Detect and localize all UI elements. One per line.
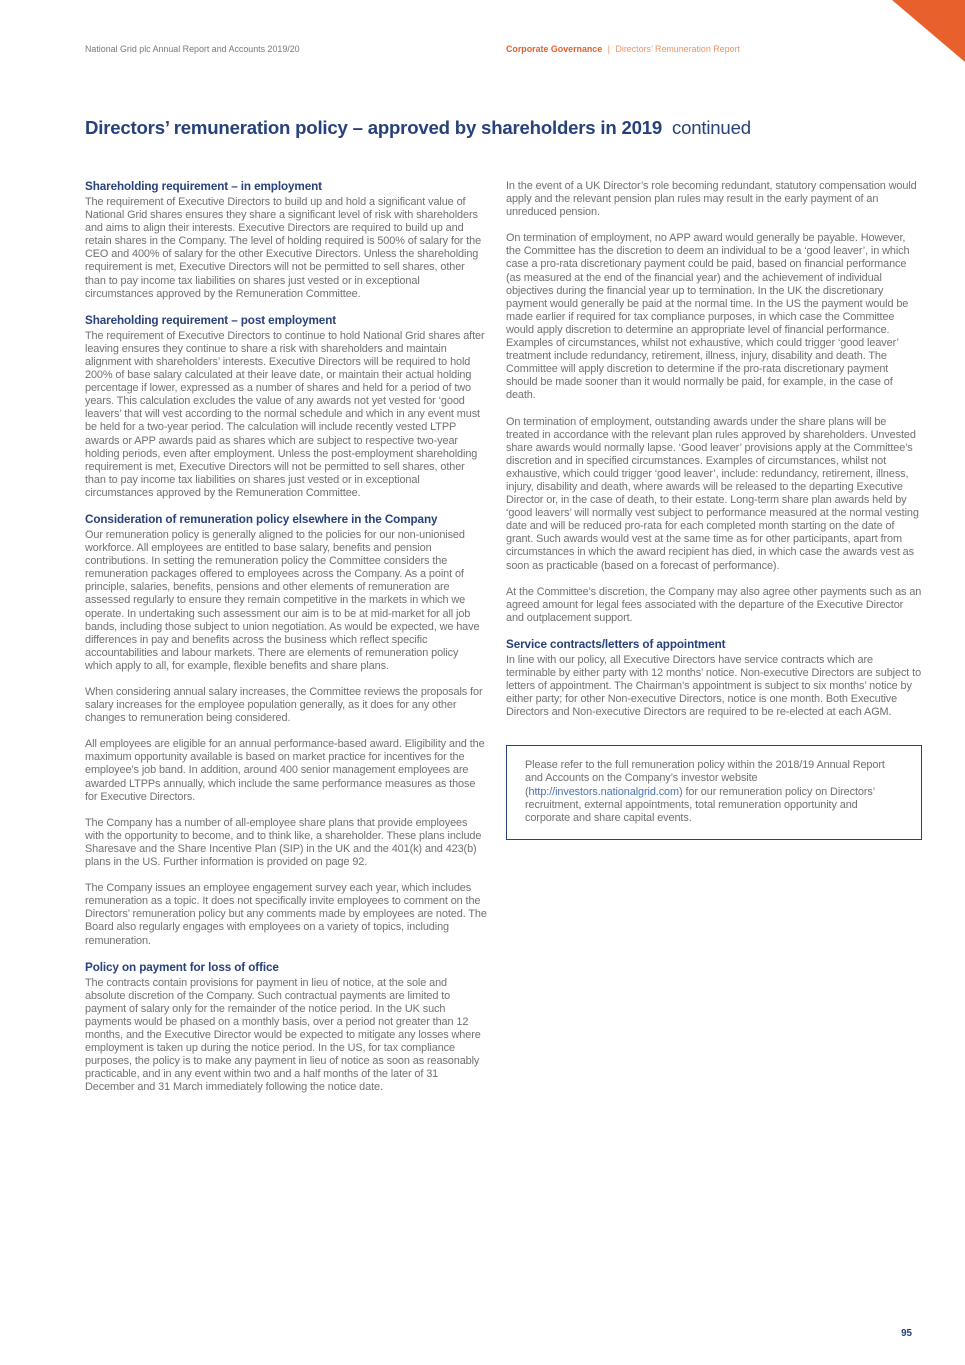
paragraph: In the event of a UK Director’s role becoming redundant, statutory compensation would apply and the relevant pension plan rules may result in the early payment of an unreduced pension.	[506, 180, 917, 219]
paragraph: The requirement of Executive Directors to continue to hold National Grid shares after leaving ensures they continue to share a risk with shareholders and maintain alignment with shareholders’ interests. Executive Directors will be required to hold 200% of base salary calculated at their leave date, or maintain their actual holding percentage if lower, expressed as a number of shares and held for a period of two years. This calculation excludes the value of any awards not yet vested for ‘good leavers’ that will vest according to the normal schedule and which in any event must be held for a two-year period. The calculation will include recently vested LTPP awards or APP awards paid as shares which are subject to respective two-year holding periods, even after employment. Unless the post-employment shareholding requirement is met, Executive Directors will not be permitted to sell shares, other than to pay income tax liabilities on shares just vested or in exceptional circumstances approved by the Remuneration Committee.	[85, 329, 485, 499]
paragraph: Our remuneration policy is generally aligned to the policies for our non-unionised workforce. All employees are entitled to base salary, benefits and pension contributions. In setting the remuneration policy the Committee considers the remuneration packages offered to employees across the Company. As a point of principle, salaries, benefits, pensions and other elements of remuneration are assessed regularly to ensure they remain competitive in the markets in which we operate. In undertaking such assessment our aim is to be at mid-market for all job bands, including those subject to union negotiation. As would be expected, we have differences in pay and benefits across the business which reflect specific accountabilities and labour markets. There are elements of remuneration policy which apply to all, for example, flexible benefits and share plans.	[85, 528, 480, 672]
paragraph: In line with our policy, all Executive Directors have service contracts which are terminable by either party with 12 months’ notice. Non-executive Directors are subject to letters of appointment. The Chairman’s appointment is subject to six months’ notice by either party; for other Non-executive Directors, notice is one month. Both Executive Directors and Non-executive Directors are required to be re-elected at each AGM.	[506, 653, 922, 719]
paragraph: All employees are eligible for an annual performance-based award. Eligibility and the maximum opportunity available is based on market practice for incentives for the employee’s job band. In addition, around 400 senior management employees are awarded LTPPs annually, which include the same performance measures as those for Executive Directors.	[85, 738, 485, 803]
page-title-main: Directors’ remuneration policy – approved by shareholders in 2019	[85, 117, 663, 138]
info-box-text	[525, 759, 903, 824]
paragraph: The requirement of Executive Directors to build up and hold a significant value of National Grid shares ensures they share a significant level of risk with shareholders and aims to align their interests. Executive Directors are required to build up and retain shares in the Company. The level of holding required is 500% of salary for the CEO and 400% of salary for the other Executive Directors. Unless the shareholding requirement is met, Executive Directors will not be permitted to sell shares, other than to pay income tax liabilities on shares just vested or in exceptional circumstances approved by the Remuneration Committee.	[85, 196, 482, 300]
breadcrumb-section: Corporate Governance	[506, 44, 603, 54]
paragraph: The Company has a number of all-employee share plans that provide employees with the opportunity to become, and to think like, a shareholder. These plans include Sharesave and the Share Incentive Plan (SIP) in the UK and the 401(k) and 423(b) plans in the US. Further information is provided on page 92.	[85, 816, 482, 869]
paragraph: The contracts contain provisions for payment in lieu of notice, at the sole and absolute discretion of the Company. Such contractual payments are limited to payment of salary only for the remainder of the notice period. In the UK such payments would be phased on a monthly basis, over a period not greater than 12 months, and the Executive Director would be expected to mitigate any losses where employment is taken up during the notice period. In the US, for tax compliance purposes, the policy is to make any payment in lieu of notice as soon as reasonably practicable, and in any event within two and a half months of the later of 31 December and 31 March immediately following the notice date.	[85, 976, 481, 1094]
breadcrumb-divider: |	[607, 44, 610, 54]
paragraph: When considering annual salary increases, the Committee reviews the proposals for salary increases for the employee population generally, as it does for any other changes to remuneration being considered.	[85, 686, 483, 725]
page-title-continued: continued	[672, 117, 751, 138]
paragraph: On termination of employment, no APP award would generally be payable. However, the Committee has the discretion to deem an individual to be a ‘good leaver’, in which case a pro-rata discretionary payment could be paid, based on financial performance (as measured at the end of the financial year) and the achievement of individual objectives during the financial year up to termination. In the UK the discretionary payment would generally be paid at the normal time. In the US the payment would be made earlier if required for tax compliance purposes, in which case the Committee would apply discretion to determine an appropriate level of financial performance. Examples of circumstances, whilst not exhaustive, which could trigger ‘good leaver’ treatment include redundancy, retirement, illness, injury, disability and death. The Committee will apply discretion to determine if the pro-rata discretionary payment should be made sooner than it would normally be paid, for example, in the case of death.	[506, 232, 910, 402]
info-box-text-after: ) for our remuneration policy on Directors’ recruitment, external appointments, total remuneration opportunity and corporate and share capital events.	[525, 785, 875, 824]
section-heading: Shareholding requirement – post employment	[85, 313, 337, 327]
paragraph: At the Committee’s discretion, the Company may also agree other payments such as an agreed amount for legal fees associated with the departure of the Executive Director and outplacement support.	[506, 585, 922, 624]
paragraph: On termination of employment, outstanding awards under the share plans will be treated in accordance with the relevant plan rules approved by shareholders. Unvested share awards would normally lapse. ‘Good leaver’ provisions apply at the Committee’s discretion and in specified circumstances. Examples of circumstances, whilst not exhaustive, which could trigger ‘good leaver’, include: redundancy, retirement, illness, injury, disability and death, where awards will be released to the departing Executive Director or, in the case of death, to their estate. Long-term share plan awards held by ‘good leavers’ will normally vest subject to performance measured at the normal vesting date and will be reduced pro-rata for each completed month starting on the date of grant. Such awards would vest at the same time as for other participants, apart from circumstances in which the award recipient has died, in which case the awards vest as soon as practicable (based on a forecast of performance).	[506, 415, 919, 572]
breadcrumb-subsection: Directors’ Remuneration Report	[615, 44, 740, 54]
info-box-text-before: Please refer to the full remuneration policy within the 2018/19 Annual Report and Accounts on the Company’s investor website (	[525, 759, 885, 798]
page-title	[85, 117, 751, 139]
section-heading: Policy on payment for loss of office	[85, 960, 279, 974]
report-name: National Grid plc Annual Report and Accounts 2019/20	[85, 44, 300, 54]
section-heading: Consideration of remuneration policy elsewhere in the Company	[85, 512, 438, 526]
left-column	[85, 180, 488, 1107]
section-heading: Service contracts/letters of appointment	[506, 637, 726, 651]
right-column-blocks	[506, 180, 922, 719]
info-box	[506, 745, 922, 839]
investor-website-link[interactable]: http://investors.nationalgrid.com	[528, 785, 679, 798]
page-number: 95	[901, 1328, 912, 1339]
right-column	[506, 180, 922, 840]
page-header	[85, 44, 912, 55]
section-heading: Shareholding requirement – in employment	[85, 180, 322, 193]
paragraph: The Company issues an employee engagement survey each year, which includes remuneration as a topic. It does not specifically invite employees to comment on the Directors’ remuneration policy but any comments made by employees are noted. The Board also regularly engages with employees on a variety of topics, including remuneration.	[85, 882, 487, 947]
breadcrumb	[506, 44, 740, 55]
